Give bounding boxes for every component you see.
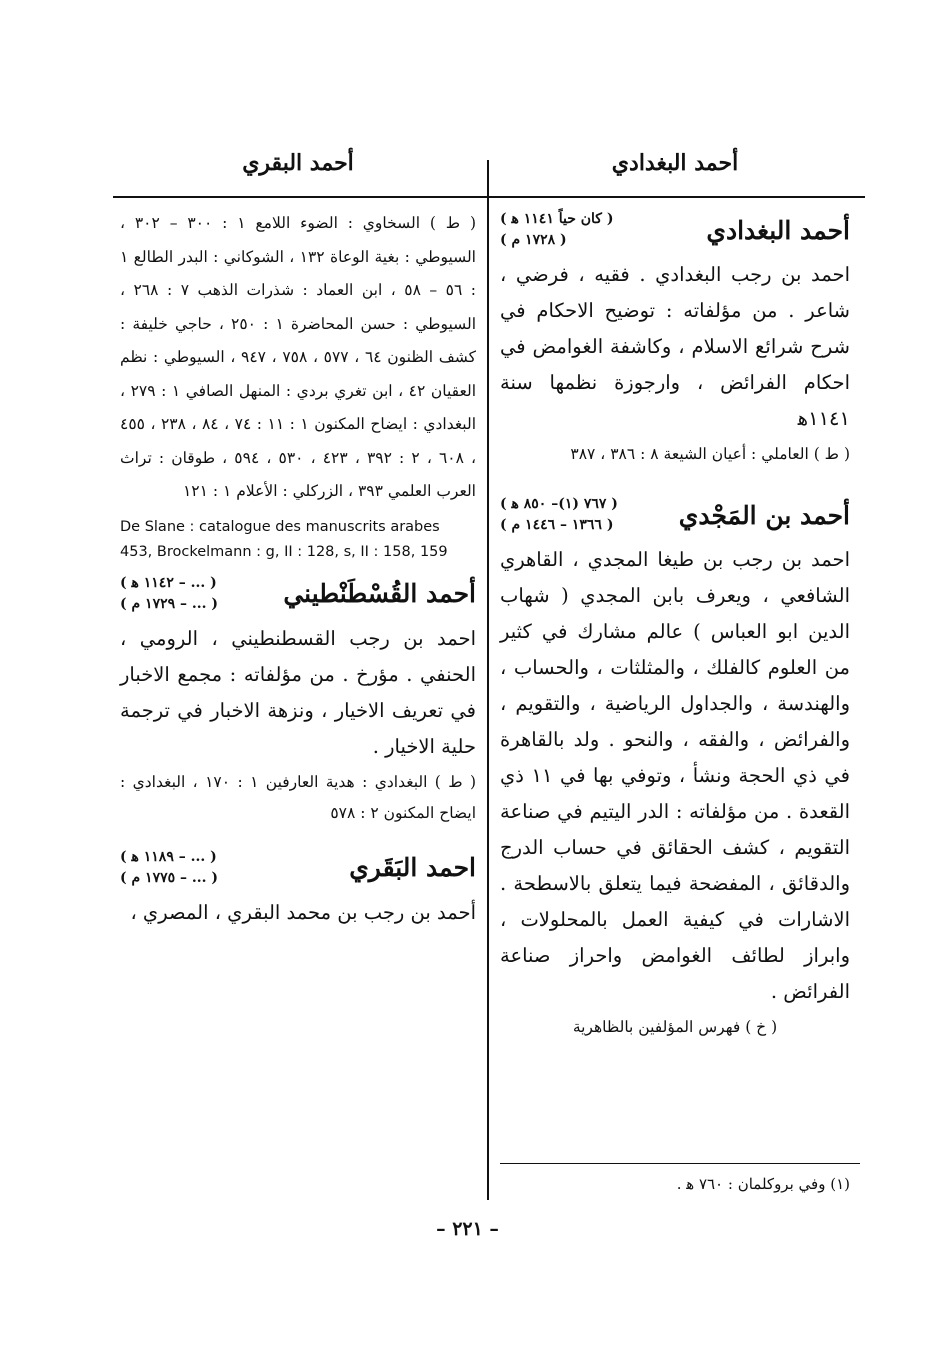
entry-dates: [500, 494, 618, 536]
footnote: (١) وفي بروكلمان : ٧٦٠ ﻫ .: [676, 1175, 850, 1193]
entry-name: أحمد البغدادي: [706, 215, 850, 245]
entry-body: احمد بن رجب بن طيغا المجدي ، القاهري الشافعي ، ويعرف بابن المجدي ( شهاب الدين ابو العباس ) عالم مشارك في كثير من العلوم كالفلك ، والمثلثات ، والحساب ، والهندسة ، والجداول الرياضية ، والتقويم ، والفرائض ، والفقه ، والنحو . ولد بالقاهرة في ذي الحجة ونشأ ، وتوفي بها في ١١ ذي القعدة . من مؤلفاته : الدر اليتيم في صناعة التقويم ، كشف الحقائق في حساب الدرج والدقائق ، المفضحة فيما يتعلق بالاسطحة . الاشارات في كيفية العمل بالمحلولات ، وابراز لطائف الغوامض واحراز صناعة الفرائض .: [500, 548, 850, 1003]
entry-header-baqari: [120, 847, 476, 889]
entry-body: أحمد بن رجب بن محمد البقري ، المصري ،: [130, 900, 476, 924]
dates-gregorian: ( ... – ١٧٧٥ م ): [120, 869, 218, 886]
entry-header-qustantini: [120, 573, 476, 615]
continued-source: ( ط ) السخاوي : الضوء اللامع ١ : ٣٠٠ – ٣٠٢ ، السيوطي : بغية الوعاة ١٣٢ ، الشوكاني : البدر الطالع ١ : ٥٦ – ٥٨ ، ابن العماد : شذرات الذهب ٧ : ٢٦٨ ، السيوطي : حسن المحاضرة ١ : ٢٥٠ ، حاجي خليفة : كشف الظنون ٦٤ ، ٥٧٧ ، ٧٥٨ ، ٩٤٧ ، السيوطي : نظم العقيان ٤٢ ، ابن تغري بردي : المنهل الصافي ١ : ٢٧٩ ، البغدادي : ايضاح المكنون ١ : ١١ : ٧٤ ، ٨٤ ، ٢٣٨ ، ٤٥٥ ، ٦٠٨ ، ٢ : ٣٩٢ ، ٤٢٣ ، ٥٣٠ ، ٥٩٤ ، طوقان : تراث العرب العلمي ٣٩٣ ، الزركلي : الأعلام ١ : ١٢١: [120, 214, 477, 500]
entry-dates: [120, 847, 218, 889]
dates-gregorian: ( ١٧٢٨ م ): [500, 232, 567, 248]
entry-source: ( ط ) البغدادي : هدية العارفين ١ : ١٧٠ ، البغدادي : ايضاح المكنون ٢ : ٥٧٨: [120, 772, 477, 822]
dates-gregorian: ( ١٣٦٦ – ١٤٤٦ م ): [500, 517, 614, 533]
dates-hijri: ( ... – ١١٤٢ ﻫ ): [120, 574, 217, 591]
page-number: – ٢٢١ –: [436, 1218, 499, 1240]
entry-body: احمد بن رجب البغدادي . فقيه ، فرضي ، شاعر . من مؤلفاته : توضيح الاحكام في شرح شرائع الاسلام ، وكاشفة الغوامض في احكام الفرائض ، وارجوزة نظمها سنة ١١٤١ﻫ: [500, 263, 850, 430]
entry-source: ( خ ) فهرس المؤلفين بالظاهرية: [572, 1018, 778, 1036]
dates-hijri: ( ... – ١١٨٩ ﻫ ): [120, 848, 217, 865]
header-rule: [113, 196, 865, 198]
footnote-rule: [500, 1163, 860, 1164]
entry-name: أحمد بن المَجْدي: [678, 500, 850, 530]
left-column-header: أحمد البقري: [242, 150, 354, 176]
entry-dates: [120, 573, 218, 615]
entry-dates: [500, 209, 613, 251]
dates-hijri: ( كان حياً ١١٤١ ﻫ ): [500, 211, 614, 227]
entry-source: ( ط ) العاملي : أعيان الشيعة ٨ : ٣٨٦ ، ٣٨٧: [570, 445, 850, 463]
entry-body: احمد بن رجب القسطنطيني ، الرومي ، الحنفي . مؤرخ . من مؤلفاته : مجمع الاخبار في تعريف الاخيار ، ونزهة الاخبار في ترجمة حلية الاخيار .: [120, 626, 476, 758]
dates-gregorian: ( ... – ١٧٢٩ م ): [120, 595, 218, 612]
dates-hijri: ( ٧٦٧ (١)– ٨٥٠ ﻫ ): [500, 496, 618, 512]
latin-bibliography: De Slane : catalogue des manuscrits arabes 453, Brockelmann : g, II : 128, s, II : 158, 159: [120, 518, 448, 560]
column-divider: [487, 160, 489, 1200]
entry-name: أحمد القُسْطَنْطيني: [283, 579, 476, 608]
entry-name: احمد البَقَري: [349, 853, 476, 882]
left-column: [120, 205, 476, 931]
entry-header-majdi: [500, 494, 850, 536]
entry-header-baghdadi: [500, 209, 850, 251]
right-column-header: أحمد البغدادي: [611, 150, 739, 176]
right-column: [500, 205, 850, 1043]
